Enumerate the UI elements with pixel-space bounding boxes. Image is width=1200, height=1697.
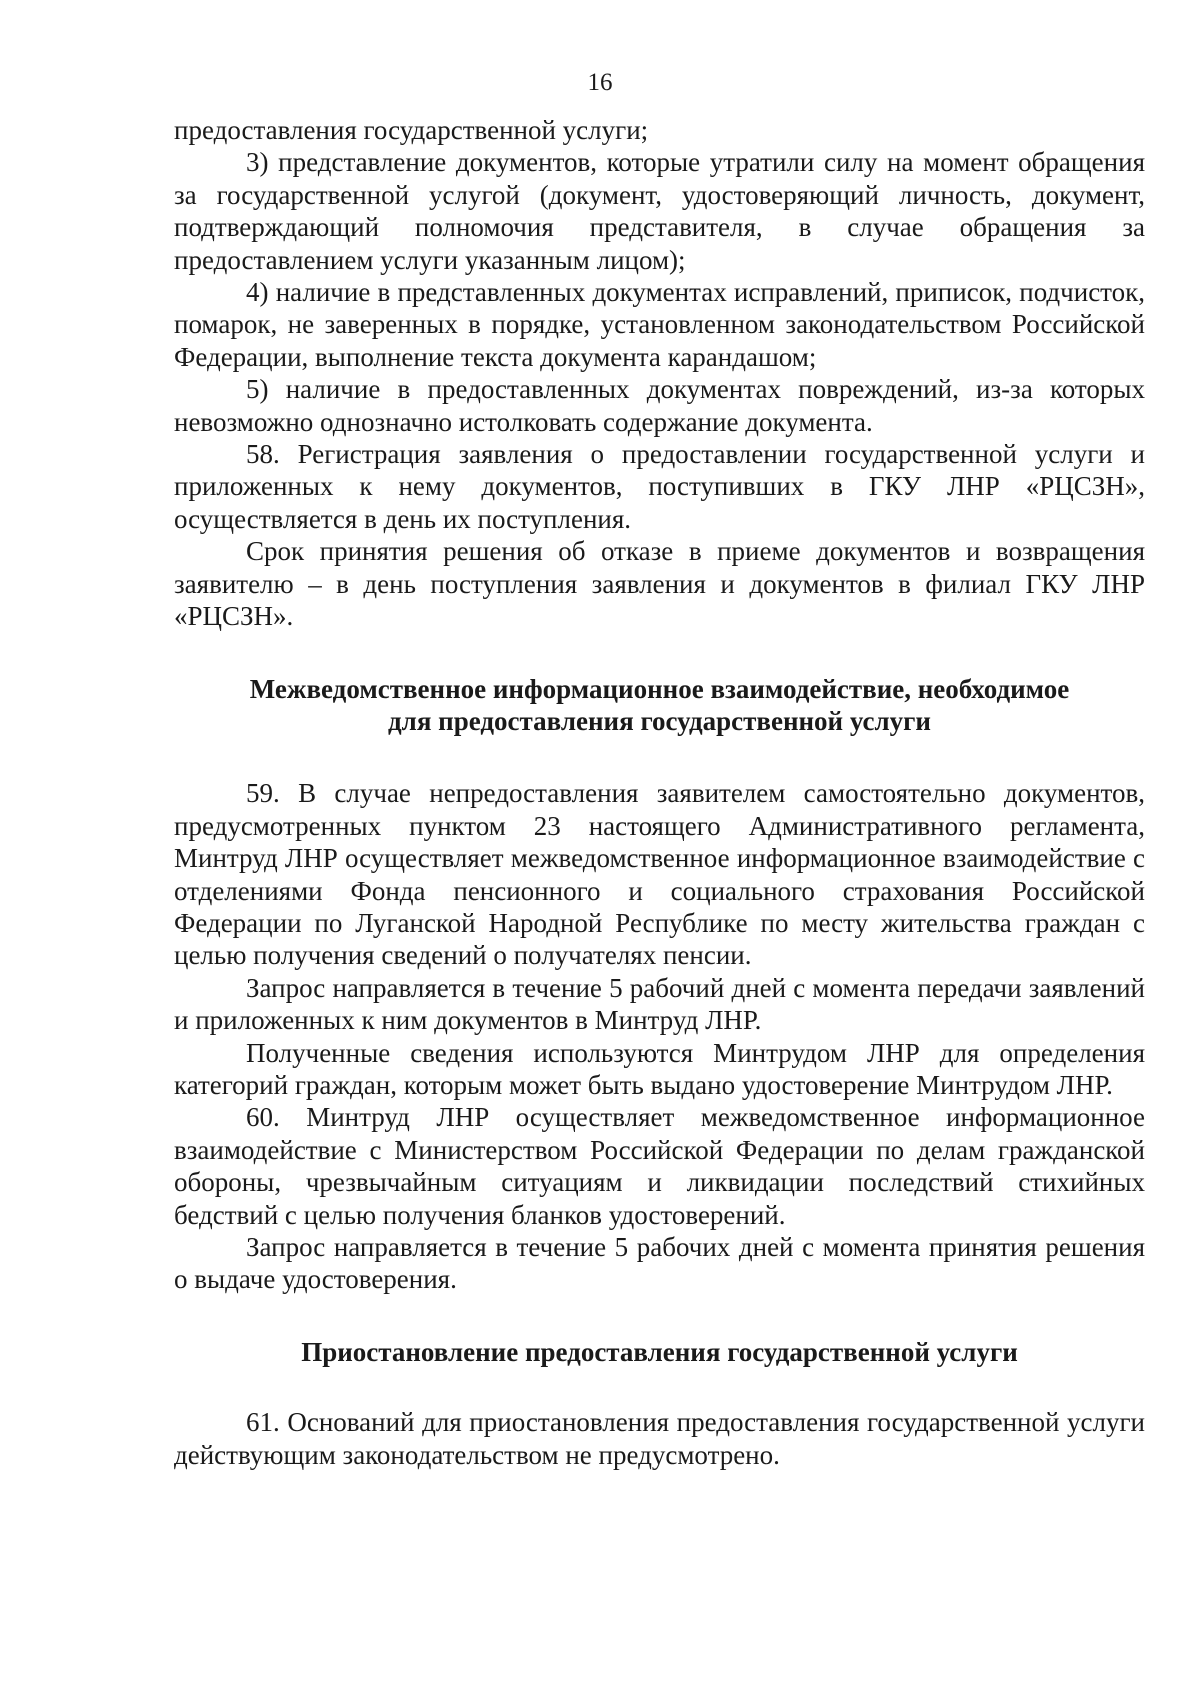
paragraph-request-term-2: Запрос направляется в течение 5 рабочих дней с момента принятия решения о выдаче удостоверения.: [174, 1232, 1145, 1295]
paragraph-continuation: предоставления государственной услуги;: [174, 115, 649, 145]
heading-line-1: Межведомственное информационное взаимодействие, необходимое: [249, 673, 1070, 704]
section-heading-interagency: [174, 673, 1145, 738]
paragraph-request-term: Запрос направляется в течение 5 рабочий дней с момента передачи заявлений и приложенных к ним документов в Минтруд ЛНР.: [174, 972, 1145, 1036]
section-heading-suspension: Приостановление предоставления государственной услуги: [301, 1336, 1018, 1367]
page-number: 16: [587, 69, 613, 96]
paragraph-60: 60. Минтруд ЛНР осуществляет межведомственное информационное взаимодействие с Министерством Российской Федерации по делам гражданской обороны, чрезвычайным ситуациям и ликвидации последствий стихийных бедствий с целью получения бланков удостоверений.: [174, 1102, 1145, 1230]
paragraph-58: 58. Регистрация заявления о предоставлении государственной услуги и приложенных к нему документов, поступивших в ГКУ ЛНР «РЦСЗН», осуществляется в день их поступления.: [174, 439, 1145, 534]
paragraph-61: 61. Оснований для приостановления предоставления государственной услуги действующим законодательством не предусмотрено.: [174, 1407, 1145, 1470]
paragraph-received-info: Полученные сведения используются Минтрудом ЛНР для определения категорий граждан, которым может быть выдано удостоверение Минтрудом ЛНР.: [174, 1037, 1145, 1100]
paragraph-item-5: 5) наличие в предоставленных документах повреждений, из-за которых невозможно однозначно истолковать содержание документа.: [174, 374, 1145, 437]
document-body: [174, 114, 1145, 1471]
paragraph-59: 59. В случае непредоставления заявителем самостоятельно документов, предусмотренных пунктом 23 настоящего Административного регламента, Минтруд ЛНР осуществляет межведомственное информационное взаимодействие с отделениями Фонда пенсионного и социального страхования Российской Федерации по Луганской Народной Республике по месту жительства граждан с целью получения сведений о получателях пенсии.: [174, 778, 1145, 971]
paragraph-item-4: 4) наличие в представленных документах исправлений, приписок, подчисток, помарок, не заверенных в порядке, установленном законодательством Российской Федерации, выполнение текста документа карандашом;: [174, 277, 1145, 372]
paragraph-item-3: 3) представление документов, которые утратили силу на момент обращения за государственной услугой (документ, удостоверяющий личность, документ, подтверждающий полномочия представителя, в случае обращения за предоставлением услуги указанным лицом);: [174, 147, 1145, 275]
paragraph-refusal-term: Срок принятия решения об отказе в приеме документов и возвращения заявителю – в день поступления заявления и документов в филиал ГКУ ЛНР «РЦСЗН».: [174, 536, 1145, 632]
heading-line-2: для предоставления государственной услуги: [388, 705, 931, 736]
